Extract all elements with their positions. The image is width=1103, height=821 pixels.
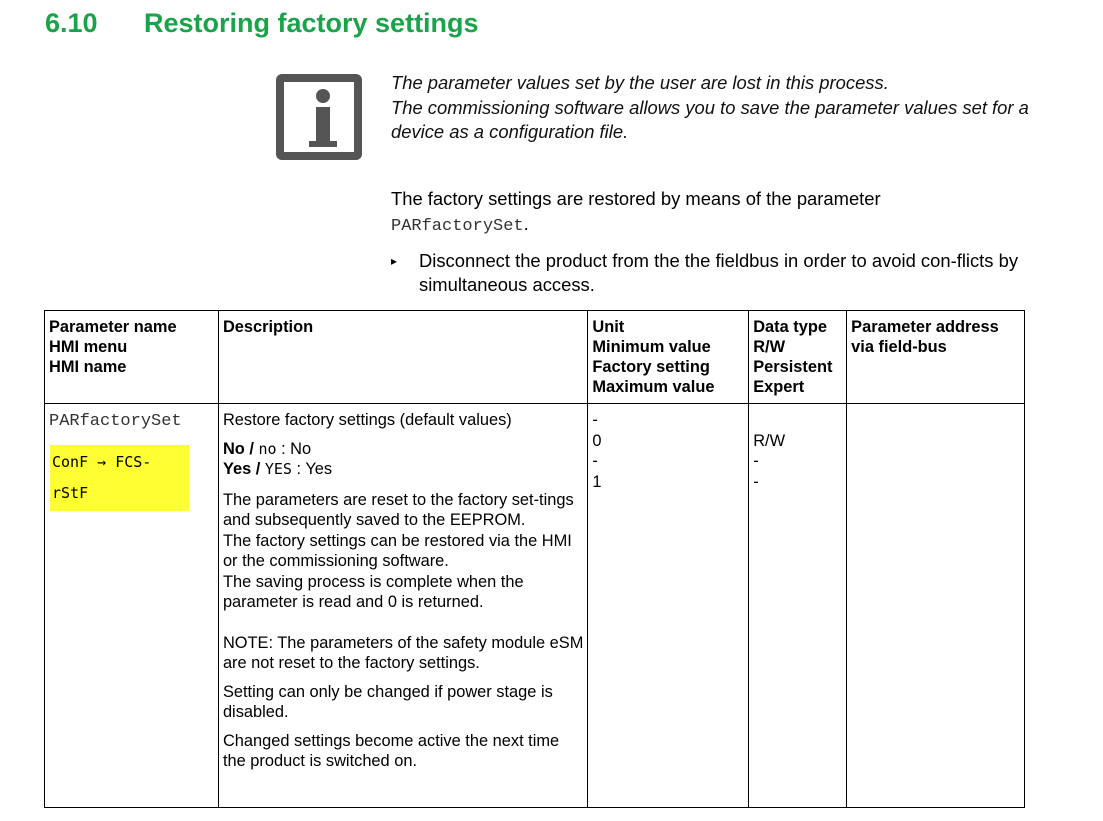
section-title: Restoring factory settings (144, 8, 479, 38)
table-row (45, 404, 1025, 808)
header-data-type: Data type R/W Persistent Expert (749, 311, 847, 404)
header-unit: Unit Minimum value Factory setting Maximum value (588, 311, 749, 404)
cell-unit-values: - 0 - 1 (588, 404, 749, 808)
note-line-1: The parameter values set by the user are lost in this process. (391, 72, 889, 93)
cell-parameter-name (45, 404, 219, 808)
desc-p5: Setting can only be changed if power stage is disabled. (222, 682, 553, 721)
desc-p1: The parameters are reset to the factory set-tings and subsequently saved to the EEPROM. (222, 490, 574, 529)
desc-summary: Restore factory settings (default values) (222, 411, 512, 429)
note-line-2: The commissioning software allows you to save the parameter values set for a device as a configuration file. (391, 96, 1029, 142)
desc-p3: The saving process is complete when the parameter is read and 0 is returned. (222, 572, 524, 611)
cell-description (218, 404, 587, 808)
section-heading (45, 8, 479, 39)
bullet-arrow-icon: ▸ (391, 254, 398, 268)
hmi-highlight (50, 445, 189, 511)
header-parameter-name: Parameter name HMI menu HMI name (45, 311, 219, 404)
intro-parameter: PARfactorySet (391, 217, 524, 236)
intro-end: . (523, 213, 529, 234)
header-address: Parameter address via field-bus (847, 311, 1025, 404)
desc-p6: Changed settings become active the next time the product is switched on. (222, 731, 560, 770)
param-name: PARfactorySet (49, 412, 182, 431)
cell-data-type-values: R/W - - (749, 404, 847, 808)
intro-text: The factory settings are restored by means of the parameter (391, 188, 881, 209)
cell-address (847, 404, 1025, 808)
header-description: Description (218, 311, 587, 404)
desc-option-no: No / no : No Yes / YES : Yes (222, 439, 333, 478)
info-note (391, 71, 1041, 145)
desc-p4: NOTE: The parameters of the safety module eSM are not reset to the factory settings. (222, 633, 584, 672)
bullet-text: Disconnect the product from the the fieldbus in order to avoid con-flicts by simultaneous access. (419, 250, 1019, 295)
table-header-row (45, 311, 1025, 404)
intro-paragraph (391, 186, 1041, 239)
section-number: 6.10 (45, 8, 98, 38)
parameter-table (44, 310, 1025, 808)
info-icon (276, 74, 362, 160)
hmi-name: rStF (52, 483, 89, 502)
hmi-menu: ConF → FCS- (52, 452, 152, 471)
desc-p2: The factory settings can be restored via the HMI or the commissioning software. (222, 531, 572, 570)
instruction-bullet (391, 249, 1031, 297)
